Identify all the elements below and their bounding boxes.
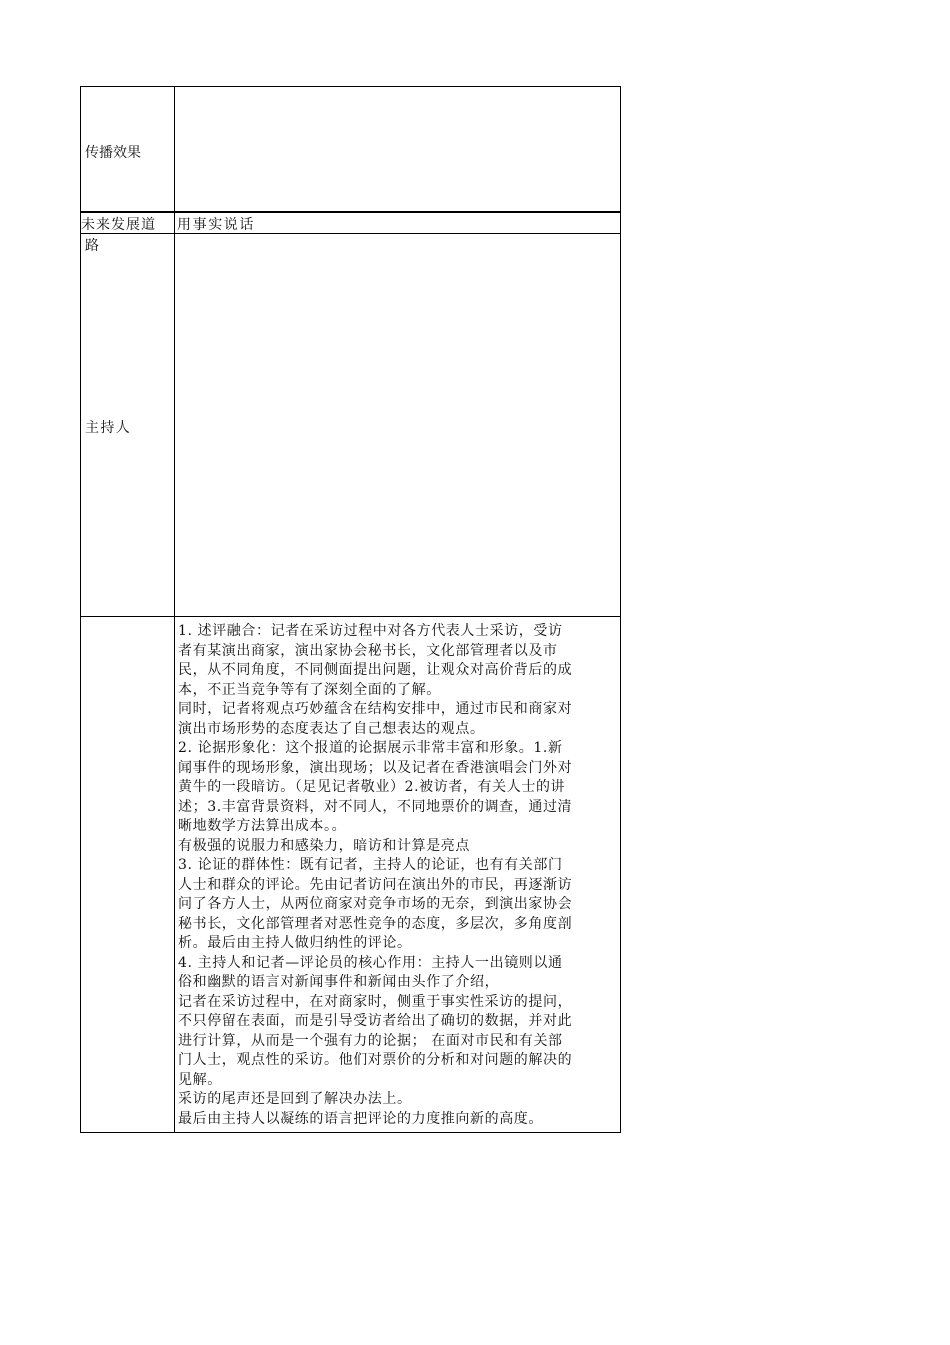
analysis-line: 俗和幽默的语言对新闻事件和新闻由头作了介绍， <box>178 974 500 990</box>
analysis-line: 记者在采访过程中，在对商家时，侧重于事实性采访的提问， <box>178 993 573 1010</box>
analysis-line: 1. 述评融合：记者在采访过程中对各方代表人士采访，受访 <box>178 623 563 639</box>
row-label-future-development-line1: 未来发展道 <box>81 217 156 233</box>
analysis-line: 黄牛的一段暗访。（足见记者敬业）2.被访者，有关人士的讲 <box>178 779 566 795</box>
row-label-future-development-line2: 路 <box>85 238 99 254</box>
analysis-line: 有极强的说服力和感染力，暗访和计算是亮点 <box>178 837 470 854</box>
analysis-line: 问了各方人士，从两位商家对竞争市场的无奈，到演出家协会 <box>178 896 573 912</box>
analysis-line: 者有某演出商家，演出家协会秘书长，文化部管理者以及市 <box>178 642 558 659</box>
analysis-line: 秘书长，文化部管理者对恶性竞争的态度，多层次，多角度剖 <box>178 915 573 932</box>
analysis-line: 同时，记者将观点巧妙蕴含在结构安排中，通过市民和商家对 <box>178 701 573 717</box>
analysis-line: 闻事件的现场形象，演出现场；以及记者在香港演唱会门外对 <box>178 759 573 776</box>
table-column-divider <box>174 86 175 1133</box>
table-border-left <box>80 86 81 1133</box>
analysis-line: 演出市场形势的态度表达了自己想表达的观点。 <box>178 720 485 737</box>
row-label-host: 主持人 <box>85 420 132 436</box>
table-border-bottom <box>80 1132 621 1133</box>
analysis-line: 门人士，观点性的采访。他们对票价的分析和对问题的解决的 <box>178 1052 573 1068</box>
analysis-line: 晰地数学方法算出成本。。 <box>178 818 347 834</box>
table-row-divider-thick <box>80 211 621 213</box>
table-row-divider <box>80 233 621 234</box>
analysis-text-block <box>178 622 668 1129</box>
row-value-future-development: 用事实说话 <box>177 217 255 233</box>
analysis-line: 2. 论据形象化：这个报道的论据展示非常丰富和形象。1.新 <box>178 740 563 756</box>
analysis-line: 3. 论证的群体性：既有记者，主持人的论证，也有有关部门 <box>178 857 563 873</box>
analysis-line: 进行计算，从而是一个强有力的论据； 在面对市民和有关部 <box>178 1032 563 1049</box>
analysis-line: 析。最后由主持人做归纳性的评论。 <box>178 935 412 951</box>
analysis-line: 不只停留在表面，而是引导受访者给出了确切的数据，并对此 <box>178 1013 573 1029</box>
analysis-line: 采访的尾声还是回到了解决办法上。 <box>178 1091 412 1107</box>
analysis-line: 民，从不同角度，不同侧面提出问题，让观众对高价背后的成 <box>178 662 573 678</box>
analysis-line: 本，不正当竞争等有了深刻全面的了解。 <box>178 681 441 698</box>
analysis-line: 最后由主持人以凝练的语言把评论的力度推向新的高度。 <box>178 1110 543 1127</box>
table-row-divider <box>80 616 621 617</box>
row-label-propagation-effect: 传播效果 <box>85 145 141 161</box>
table-border-top <box>80 86 621 87</box>
analysis-line: 4. 主持人和记者—评论员的核心作用：主持人一出镜则以通 <box>178 954 563 971</box>
analysis-line: 人士和群众的评论。先由记者访问在演出外的市民，再逐渐访 <box>178 876 573 893</box>
analysis-line: 述；3.丰富背景资料，对不同人，不同地票价的调查，通过清 <box>178 798 573 815</box>
analysis-line: 见解。 <box>178 1071 222 1088</box>
